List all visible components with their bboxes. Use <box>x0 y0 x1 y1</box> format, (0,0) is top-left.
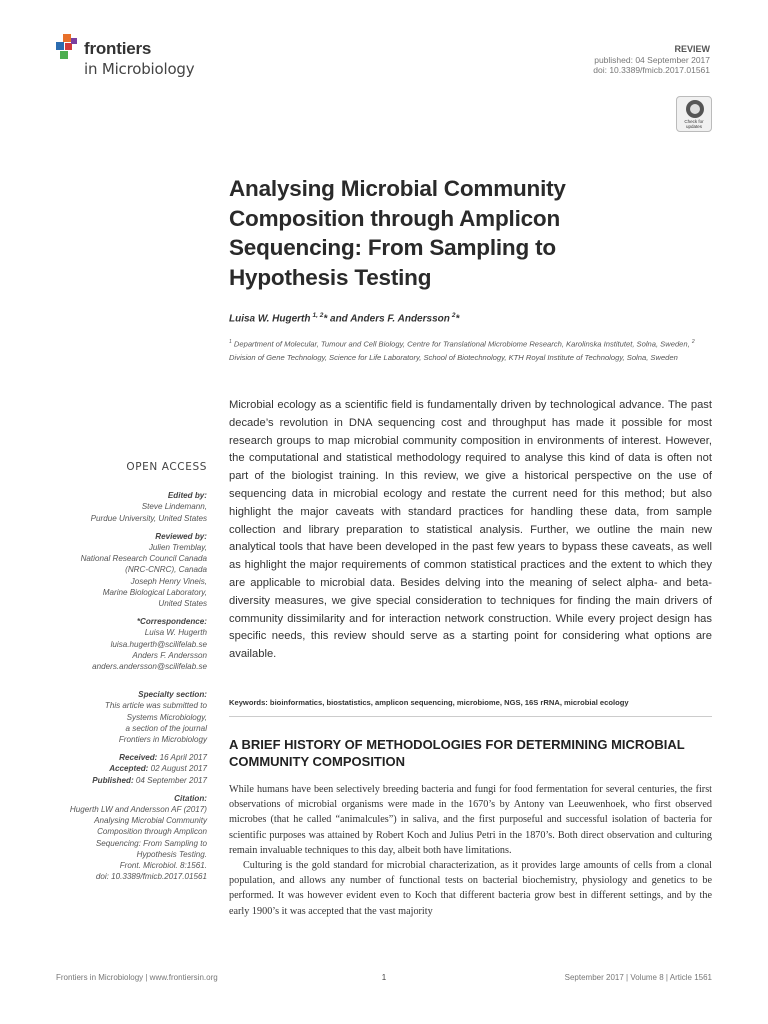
affiliations: $^1$ Department of Molecular, Tumour and Cell Biology, Centre for Translational Microbiome Research, Karolinska Institutet, Solna, Sweden, $^2$ Division of Gene Technology, Science for Life Laboratory, School of Biotechnology, KTH Royal Institute of Technology, Solna, Sweden <box>229 339 695 363</box>
check-updates-label: Check for updates <box>684 119 704 129</box>
doi-link[interactable]: doi: 10.3389/fmicb.2017.01561 <box>95 872 207 882</box>
article-meta <box>593 44 710 76</box>
citation: Citation: Hugerth LW and Andersson AF (2017) Analysing Microbial Community Composition through Amplicon Sequencing: From Sampling to Hypothesis Testing. Front. Microbiol. 8:1561. doi: 10.3389/fmicb.2017.01561 <box>37 793 207 883</box>
article-dates: Received: 16 April 2017 Accepted: 02 August 2017 Published: 04 September 2017 <box>92 753 207 785</box>
published-date: published: 04 September 2017 <box>594 54 710 65</box>
specialty-section: Specialty section: This article was submitted to Systems Microbiology, a section of the journal Frontiers in Microbiology <box>104 690 207 745</box>
paragraph: While humans have been selectively breeding bacteria and fungi for food fermentation for several centuries, the first observations of microbial organisms were made in the 1670’s by Antony van Leeuwenhoek, who first observed microbes (that he called “animalcules”) in saliva, and the first purposeful and successful isolation of bacteria for scientific purposes was attained by Robert Koch and Julius Petri in the 1870’s. Both direct observation and culturing remain invaluable techniques to this day, albeit both have limitations. <box>229 784 712 856</box>
logo-journal-text: in Microbiology <box>84 60 195 78</box>
author-affiliation-ref: 2 <box>451 312 456 319</box>
section-heading: A BRIEF HISTORY OF METHODOLOGIES FOR DETERMINING MICROBIAL COMMUNITY COMPOSITION <box>229 737 685 769</box>
body-text <box>229 782 712 919</box>
correspondence: *Correspondence: Luisa W. Hugerth luisa.hugerth@scilifelab.se Anders F. Andersson anders.andersson@scilifelab.se <box>37 616 207 672</box>
corresponding-star: * <box>455 313 460 325</box>
paragraph: Culturing is the gold standard for microbial characterization, as it provides large amounts of cells from a clonal population, and allows any number of functional tests on bacterial biochemistry, physiology and genetics to be performed. It was however evident even to Koch that different bacteria grow best in different settings, and by the early 1900’s it was accepted that the vast majority <box>229 860 712 917</box>
abstract: Microbial ecology as a scientific field is fundamentally driven by technological advance. The past decade’s revolution in DNA sequencing cost and throughput has made it possible for most research groups to map microbial community composition in environments of interest. However, the computational and statistical methodology required to analyse this kind of data is often not part of the biologist training. In this review, we give a historical perspective on the use of sequencing data in microbial ecology and restate the current need for this method; but also highlight the major caveats with standard practices for handling these data, from sample collection and library preparation to statistical analysis. Further, we outline the main new analytical tools that have been developed in the past few years to bypass these caveats, as well as highlight the major requirements of common statistical practices and the extent to which they are applicable to microbial data. Besides delving into the meaning of select alpha- and beta-diversity measures, we give special consideration to techniques for finding the main drivers of community dissimilarity and for interaction network construction. While every project design has specific needs, this review should serve as a starting point for considering what options are available. <box>229 399 712 661</box>
check-updates-icon <box>686 100 704 118</box>
reviewed-by: Reviewed by: Julien Tremblay, National Research Council Canada (NRC-CNRC), Canada Joseph Henry Vineis, Marine Biological Laboratory, United States <box>80 531 207 609</box>
divider <box>229 716 712 717</box>
author-affiliation-ref: 1, 2 <box>312 312 324 319</box>
check-for-updates-button[interactable] <box>676 96 712 132</box>
journal-logo[interactable] <box>56 32 226 82</box>
keywords: Keywords: bioinformatics, biostatistics, amplicon sequencing, microbiome, NGS, 16S rRNA, microbial ecology <box>229 698 629 707</box>
article-title: Analysing Microbial Community Composition through Amplicon Sequencing: From Sampling to Hypothesis Testing <box>229 176 566 290</box>
open-access-label[interactable]: OPEN ACCESS <box>126 461 207 473</box>
doi-link[interactable]: doi: 10.3389/fmicb.2017.01561 <box>593 65 710 75</box>
page-number: 1 <box>381 973 387 982</box>
frontiers-logo-icon <box>56 34 80 60</box>
logo-brand-text: frontiers <box>84 39 152 58</box>
email-link[interactable]: anders.andersson@scilifelab.se <box>92 662 207 672</box>
author-list <box>229 312 459 324</box>
footer-issue-info: September 2017 | Volume 8 | Article 1561 <box>564 973 712 982</box>
article-type: REVIEW <box>674 44 710 54</box>
author-name[interactable]: Anders F. Andersson <box>350 313 450 325</box>
author-name[interactable]: Luisa W. Hugerth <box>229 313 311 325</box>
email-link[interactable]: luisa.hugerth@scilifelab.se <box>110 639 207 649</box>
article-sidebar <box>37 462 207 890</box>
author-conjunction: * and <box>323 313 351 325</box>
edited-by: Edited by: Steve Lindemann, Purdue University, United States <box>90 491 207 523</box>
footer-journal-link[interactable]: Frontiers in Microbiology | www.frontiersin.org <box>56 973 218 982</box>
